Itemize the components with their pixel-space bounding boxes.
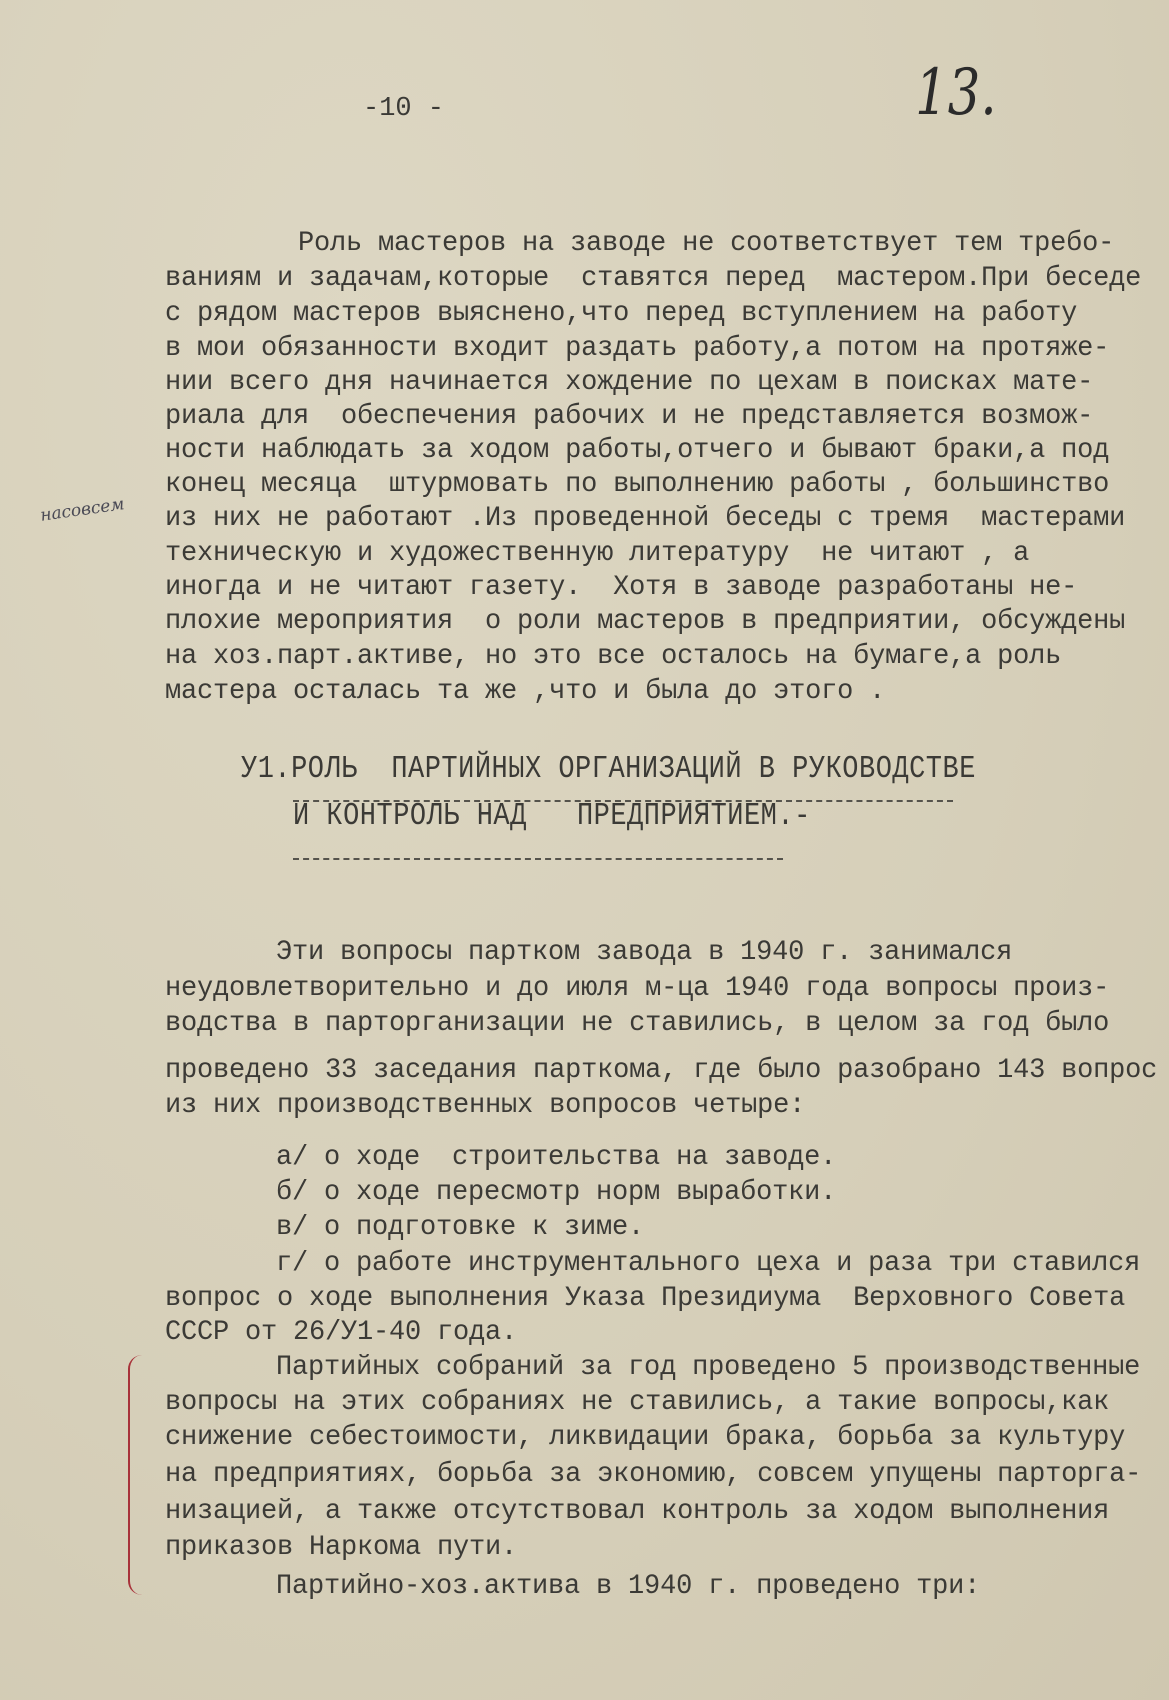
margin-bracket-mark (128, 1355, 146, 1595)
text-line: из них производственных вопросов четыре: (165, 1090, 806, 1122)
text-line: Эти вопросы партком завода в 1940 г. занимался (276, 937, 1013, 969)
text-line: плохие мероприятия о роли мастеров в предприятии, обсуждены (165, 606, 1126, 638)
closing-line: Партийно-хоз.актива в 1940 г. проведено три: (276, 1571, 981, 1603)
text-line: Роль мастеров на заводе не соответствует тем требо- (298, 228, 1115, 260)
section-heading-line2: И КОНТРОЛЬ НАД ПРЕДПРИЯТИЕМ.- (293, 799, 811, 835)
text-line: проведено 33 заседания парткома, где было разобрано 143 вопрос (165, 1055, 1158, 1087)
text-line: риала для обеспечения рабочих и не представляется возмож- (165, 401, 1094, 433)
text-line: конец месяца штурмовать по выполнению работы , большинство (165, 469, 1110, 501)
text-line: иногда и не читают газету. Хотя в заводе разработаны не- (165, 572, 1078, 604)
text-line: ваниям и задачам,которые ставятся перед мастером.При беседе (165, 263, 1142, 295)
page-number: -10 - (363, 94, 445, 124)
text-line: вопросы на этих собраниях не ставились, а такие вопросы,как (165, 1387, 1110, 1419)
text-line: нии всего дня начинается хождение по цехам в поисках мате- (165, 367, 1094, 399)
text-line: низацией, а также отсутствовал контроль за ходом выполнения (165, 1496, 1110, 1528)
handwritten-margin-note: насовсем (39, 494, 126, 526)
text-line: в/ о подготовке к зиме. (276, 1212, 645, 1244)
text-line: мастера осталась та же ,что и была до этого . (165, 676, 886, 708)
text-line: Партийных собраний за год проведено 5 производственные (276, 1352, 1141, 1384)
text-line: СССР от 26/У1-40 года. (165, 1317, 518, 1349)
text-line: на хоз.парт.активе, но это все осталось на бумаге,а роль (165, 641, 1062, 673)
text-line: ности наблюдать за ходом работы,отчего и бывают браки,а под (165, 435, 1110, 467)
text-line: приказов Наркома пути. (165, 1532, 518, 1564)
text-line: вопрос о ходе выполнения Указа Президиума Верховного Совета (165, 1283, 1126, 1315)
text-line: снижение себестоимости, ликвидации брака, борьба за культуру (165, 1422, 1126, 1454)
text-line: на предприятиях, борьба за экономию, совсем упущены парторга- (165, 1459, 1142, 1491)
section-heading-line1: У1.РОЛЬ ПАРТИЙНЫХ ОРГАНИЗАЦИЙ В РУКОВОДСТВЕ (241, 752, 976, 788)
text-line: б/ о ходе пересмотр норм выработки. (276, 1177, 837, 1209)
text-line: г/ о работе инструментального цеха и раза три ставился (276, 1248, 1141, 1280)
text-line: а/ о ходе строительства на заводе. (276, 1142, 837, 1174)
text-line: техническую и художественную литературу не читают , а (165, 538, 1030, 570)
text-line: из них не работают .Из проведенной беседы с тремя мастерами (165, 503, 1126, 535)
text-line: в мои обязанности входит раздать работу,а потом на протяже- (165, 333, 1110, 365)
text-line: с рядом мастеров выяснено,что перед вступлением на работу (165, 298, 1078, 330)
text-line: водства в парторганизации не ставились, в целом за год было (165, 1008, 1110, 1040)
text-line: неудовлетворительно и до июля м-ца 1940 года вопросы произ- (165, 973, 1110, 1005)
heading-separator (293, 858, 783, 860)
archive-sheet-number: 13. (915, 56, 997, 130)
